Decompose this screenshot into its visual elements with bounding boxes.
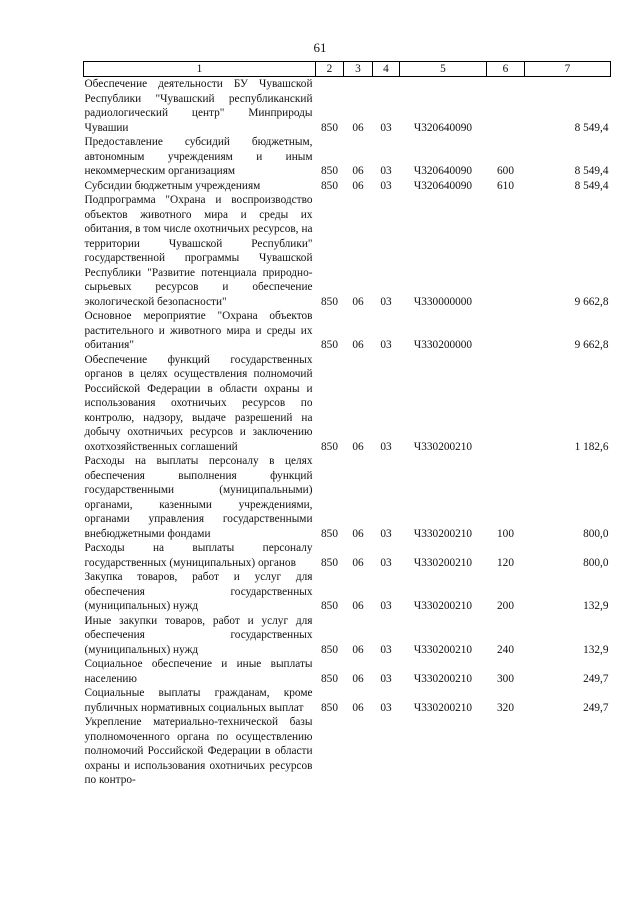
row-section-code: 06 bbox=[352, 339, 364, 351]
row-target-article: Ч330200210 bbox=[413, 701, 473, 714]
row-ministry-code: 850 bbox=[321, 165, 338, 177]
page-number: 61 bbox=[313, 40, 327, 55]
table-row bbox=[84, 179, 611, 194]
row-section-code: 06 bbox=[352, 165, 364, 177]
row-ministry-code: 850 bbox=[321, 672, 338, 685]
table-row bbox=[84, 193, 611, 309]
column-header: 7 bbox=[525, 62, 611, 77]
table-row bbox=[84, 309, 611, 353]
row-expense-type: 240 bbox=[497, 643, 514, 656]
row-section-code: 06 bbox=[352, 440, 364, 453]
row-expense-type bbox=[487, 77, 525, 136]
row-amount: 8 549,4 bbox=[574, 121, 609, 134]
row-target-article: Ч330200000 bbox=[413, 339, 473, 351]
row-ministry-code: 850 bbox=[321, 440, 338, 453]
header-row bbox=[84, 62, 611, 77]
row-amount: 8 549,4 bbox=[574, 179, 609, 192]
row-target-article: Ч330200210 bbox=[413, 643, 473, 656]
row-amount: 9 662,8 bbox=[574, 339, 609, 351]
row-amount: 132,9 bbox=[583, 600, 609, 612]
column-header: 6 bbox=[487, 62, 525, 77]
row-target-article: Ч330200210 bbox=[413, 672, 473, 685]
column-header: 3 bbox=[344, 62, 373, 77]
budget-table bbox=[83, 61, 611, 788]
row-amount: 1 182,6 bbox=[574, 440, 609, 453]
row-section-code: 06 bbox=[352, 121, 364, 134]
row-target-article: Ч330200210 bbox=[413, 527, 473, 540]
row-target-article: Ч330200210 bbox=[413, 556, 473, 569]
row-subsection-code: 03 bbox=[380, 121, 392, 134]
row-subsection-code: 03 bbox=[380, 440, 392, 453]
row-subsection-code: 03 bbox=[380, 643, 392, 656]
row-ministry-code bbox=[316, 715, 344, 788]
row-section-code: 06 bbox=[352, 643, 364, 656]
row-target-article: Ч320640090 bbox=[413, 179, 473, 192]
row-expense-type: 320 bbox=[497, 701, 514, 714]
row-target-article: Ч330200210 bbox=[413, 440, 473, 453]
table-row bbox=[84, 541, 611, 570]
row-name: Закупка товаров, работ и услуг для обеспечения государственных (муниципальных) нужд bbox=[84, 571, 313, 612]
column-header: 1 bbox=[84, 62, 316, 77]
row-expense-type: 300 bbox=[497, 672, 514, 685]
table-row bbox=[84, 614, 611, 658]
row-name: Основное мероприятие "Охрана объектов растительного и животного мира и среды их обитания" bbox=[84, 310, 313, 351]
row-section-code: 06 bbox=[352, 701, 364, 714]
row-ministry-code: 850 bbox=[321, 339, 338, 351]
row-subsection-code: 03 bbox=[380, 527, 392, 540]
row-amount: 132,9 bbox=[583, 643, 609, 656]
row-target-article: Ч320640090 bbox=[413, 165, 473, 177]
row-section-code: 06 bbox=[352, 295, 364, 308]
column-header: 5 bbox=[400, 62, 487, 77]
row-name: Социальное обеспечение и иные выплаты населению bbox=[84, 658, 313, 685]
table-row bbox=[84, 715, 611, 788]
row-target-article: Ч330000000 bbox=[413, 295, 473, 308]
row-amount: 249,7 bbox=[583, 672, 609, 685]
row-name: Расходы на выплаты персоналу государственных (муниципальных) органов bbox=[84, 542, 313, 569]
table-row bbox=[84, 353, 611, 455]
row-expense-type: 600 bbox=[497, 165, 514, 177]
table-row bbox=[84, 77, 611, 136]
row-section-code bbox=[344, 715, 373, 788]
row-subsection-code: 03 bbox=[380, 701, 392, 714]
row-subsection-code: 03 bbox=[380, 339, 392, 351]
row-name: Подпрограмма "Охрана и воспроизводство объектов животного мира и среды их обитания, в том числе охотничьих ресурсов, на территории Чувашской Республики" государственной программы Чувашской Республики "Развитие потенциала природно-сырьевых ресурсов и обеспечение экологической безопасности" bbox=[84, 194, 313, 308]
row-target-article bbox=[400, 715, 487, 788]
row-expense-type: 200 bbox=[497, 600, 514, 612]
row-section-code: 06 bbox=[352, 556, 364, 569]
column-header: 4 bbox=[373, 62, 400, 77]
table-row bbox=[84, 135, 611, 179]
table-row bbox=[84, 657, 611, 686]
table-row bbox=[84, 454, 611, 541]
row-expense-type bbox=[487, 715, 525, 788]
row-name: Субсидии бюджетным учреждениям bbox=[84, 179, 261, 192]
row-name: Обеспечение функций государственных органов в целях осуществления полномочий Российской Федерации в области охраны и использования охотничьих ресурсов по контролю, надзору, выдаче разрешений на добычу охотничьих ресурсов и заключению охотхозяйственных соглашений bbox=[84, 353, 313, 453]
row-ministry-code: 850 bbox=[321, 179, 338, 192]
row-name: Обеспечение деятельности БУ Чувашской Республики "Чувашский республиканский радиологический центр" Минприроды Чувашии bbox=[84, 78, 313, 134]
row-ministry-code: 850 bbox=[321, 556, 338, 569]
row-name: Иные закупки товаров, работ и услуг для обеспечения государственных (муниципальных) нужд bbox=[84, 614, 313, 656]
row-ministry-code: 850 bbox=[321, 295, 338, 308]
row-subsection-code: 03 bbox=[380, 672, 392, 685]
row-amount: 9 662,8 bbox=[574, 295, 609, 308]
row-expense-type: 610 bbox=[497, 179, 514, 192]
row-amount bbox=[525, 715, 611, 788]
row-expense-type: 120 bbox=[497, 556, 514, 569]
row-expense-type bbox=[487, 353, 525, 455]
row-target-article: Ч330200210 bbox=[413, 600, 473, 612]
row-section-code: 06 bbox=[352, 527, 364, 540]
row-name: Предоставление субсидий бюджетным, автономным учреждениям и иным некоммерческим организациям bbox=[84, 136, 313, 177]
row-subsection-code: 03 bbox=[380, 600, 392, 612]
row-name: Социальные выплаты гражданам, кроме публичных нормативных социальных выплат bbox=[84, 687, 313, 714]
row-ministry-code: 850 bbox=[321, 600, 338, 612]
table-row bbox=[84, 686, 611, 715]
row-amount: 800,0 bbox=[583, 527, 609, 540]
row-expense-type bbox=[487, 193, 525, 309]
row-section-code: 06 bbox=[352, 672, 364, 685]
row-ministry-code: 850 bbox=[321, 643, 338, 656]
row-ministry-code: 850 bbox=[321, 701, 338, 714]
row-target-article: Ч320640090 bbox=[413, 121, 473, 134]
row-amount: 249,7 bbox=[583, 701, 609, 714]
column-header: 2 bbox=[316, 62, 344, 77]
row-amount: 800,0 bbox=[583, 556, 609, 569]
row-subsection-code: 03 bbox=[380, 165, 392, 177]
row-subsection-code: 03 bbox=[380, 295, 392, 308]
table-row bbox=[84, 570, 611, 614]
row-subsection-code: 03 bbox=[380, 179, 392, 192]
row-name: Расходы на выплаты персоналу в целях обеспечения выполнения функций государственными (муниципальными) органами, казенными учреждениями, органами управления государственными внебюджетными фондами bbox=[84, 455, 313, 540]
row-amount: 8 549,4 bbox=[574, 165, 609, 177]
row-subsection-code: 03 bbox=[380, 556, 392, 569]
row-ministry-code: 850 bbox=[321, 121, 338, 134]
row-expense-type bbox=[487, 309, 525, 353]
row-expense-type: 100 bbox=[497, 527, 514, 540]
row-section-code: 06 bbox=[352, 179, 364, 192]
row-subsection-code bbox=[373, 715, 400, 788]
row-section-code: 06 bbox=[352, 600, 364, 612]
table-body bbox=[84, 77, 611, 788]
row-name: Укрепление материально-технической базы уполномоченного органа по осуществлению полномочий Российской Федерации в области охраны и использования охотничьих ресурсов по контро- bbox=[84, 716, 313, 786]
row-ministry-code: 850 bbox=[321, 527, 338, 540]
